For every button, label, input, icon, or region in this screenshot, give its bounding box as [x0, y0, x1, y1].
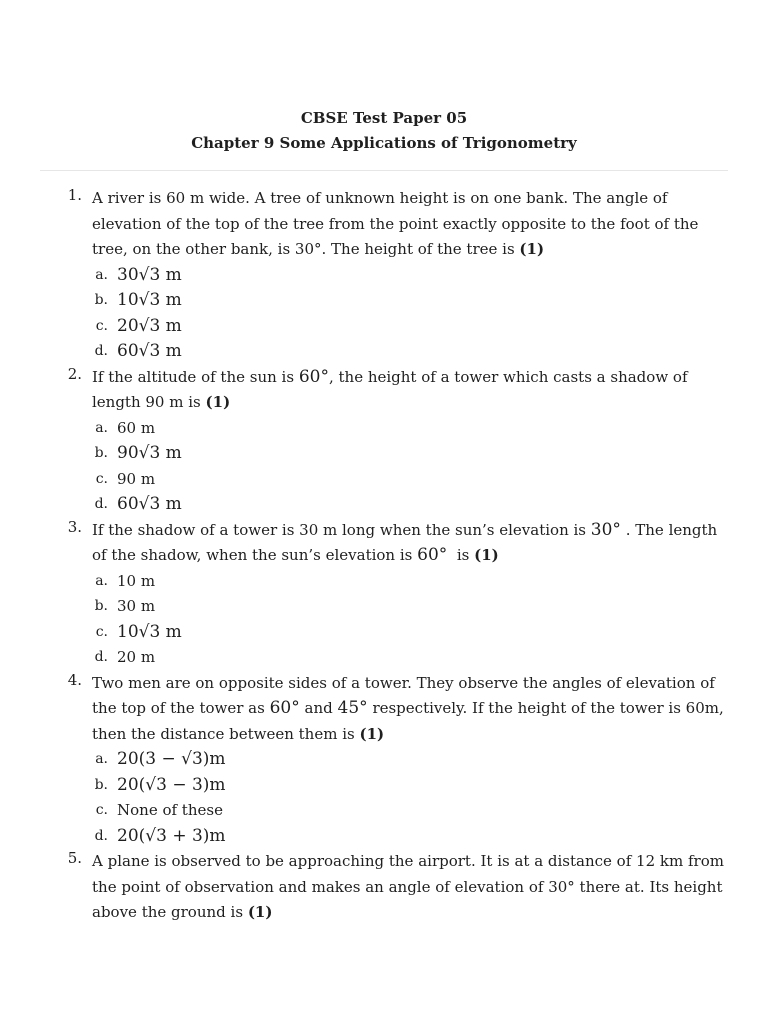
option-d — [0, 492, 768, 518]
option-value: 20(3 − √3)m — [117, 749, 226, 769]
option-value: 20 m — [117, 648, 156, 666]
option-value: None of these — [117, 801, 223, 819]
option-value: 90√3 m — [117, 443, 182, 463]
marks-label: (1) — [247, 903, 273, 921]
option-c — [0, 620, 768, 646]
angle-value: 60° — [298, 366, 329, 387]
option-label: a. — [95, 419, 108, 436]
option-label: b. — [94, 292, 108, 308]
option-value: 20(√3 − 3)m — [117, 774, 226, 795]
option-label: c. — [95, 470, 108, 487]
option-value: 60√3 m — [117, 494, 182, 514]
question-stem: respectively. If the height of the tower is 60m, then the distance between them is — [92, 699, 724, 743]
option-label: b. — [94, 776, 108, 793]
options-list — [0, 569, 768, 671]
question-stem: . The length of the shadow, when the sun’s elevation is — [92, 520, 718, 564]
marks-label: (1) — [205, 393, 231, 411]
option-c — [0, 314, 768, 340]
option-label: d. — [94, 496, 108, 512]
option-d — [0, 339, 768, 365]
option-value: 30 m — [117, 597, 156, 615]
option-value: 60√3 m — [117, 341, 182, 361]
option-c — [0, 798, 768, 824]
question-text — [92, 365, 728, 416]
angle-value: 60° — [417, 545, 448, 565]
option-label: d. — [94, 827, 108, 844]
marks-label: (1) — [359, 724, 385, 743]
question-stem: , the height of a tower which casts a shadow of length 90 m is — [92, 367, 688, 411]
option-value: 20(√3 + 3)m — [117, 825, 226, 846]
option-a — [0, 416, 768, 442]
paper-header — [0, 106, 768, 156]
question-text — [92, 671, 728, 748]
question-number: 5. — [67, 849, 82, 867]
option-a — [0, 569, 768, 595]
question-stem: A plane is observed to be approaching the airport. It is at a distance of 12 km from the point of observation and makes an angle of elevation of 30° there at. Its height above the ground is — [92, 852, 724, 921]
options-list — [0, 263, 768, 365]
option-label: c. — [95, 623, 108, 640]
question-stem: If the altitude of the sun is — [92, 367, 295, 386]
question-list — [0, 186, 768, 926]
option-value: 60 m — [117, 418, 156, 437]
marks-label: (1) — [474, 546, 499, 564]
option-label: c. — [95, 802, 108, 818]
question-stem: If the shadow of a tower is 30 m long when the sun’s elevation is — [92, 520, 587, 539]
question-stem: and — [304, 699, 333, 717]
angle-value: 60° — [269, 698, 300, 718]
question-5 — [0, 849, 768, 926]
question-stem: Two men are on opposite sides of a tower. They observe the angles of elevation of the top of the tower as — [92, 673, 715, 717]
option-b — [0, 594, 768, 620]
question-stem: A river is 60 m wide. A tree of unknown height is on one bank. The angle of elevation of the top of the tree from the point exactly opposite to the foot of the tree, on the other bank, is 30°. The height of the tree is — [92, 189, 699, 258]
question-text — [92, 518, 728, 569]
question-text — [92, 186, 728, 263]
option-label: a. — [95, 266, 108, 283]
option-label: b. — [94, 445, 108, 461]
question-1 — [0, 186, 768, 365]
option-value: 10√3 m — [117, 621, 182, 642]
option-d — [0, 645, 768, 671]
question-number: 4. — [67, 670, 82, 689]
question-number: 2. — [67, 364, 82, 383]
options-list — [0, 747, 768, 849]
option-label: a. — [95, 572, 108, 589]
question-2 — [0, 365, 768, 518]
question-stem: is — [456, 546, 470, 564]
option-label: b. — [94, 598, 108, 614]
option-a — [0, 747, 768, 773]
option-label: d. — [94, 649, 108, 665]
question-3 — [0, 518, 768, 671]
option-b — [0, 773, 768, 799]
question-number: 3. — [67, 517, 82, 536]
angle-value: 30° — [590, 519, 621, 540]
options-list — [0, 416, 768, 518]
option-value: 10√3 m — [117, 290, 182, 310]
marks-label: (1) — [519, 240, 545, 258]
option-label: c. — [95, 317, 108, 334]
option-value: 30√3 m — [117, 264, 182, 285]
question-text — [92, 849, 728, 926]
chapter-title: Chapter 9 Some Applications of Trigonometry — [191, 134, 577, 152]
question-number: 1. — [67, 186, 82, 204]
option-value: 20√3 m — [117, 315, 182, 336]
option-a — [0, 263, 768, 289]
option-value: 90 m — [117, 469, 156, 488]
angle-value: 45° — [337, 698, 368, 718]
option-d — [0, 824, 768, 850]
option-value: 10 m — [117, 571, 156, 590]
option-label: d. — [94, 343, 108, 359]
option-b — [0, 441, 768, 467]
paper-title: CBSE Test Paper 05 — [300, 109, 468, 127]
option-c — [0, 467, 768, 493]
option-b — [0, 288, 768, 314]
option-label: a. — [95, 751, 108, 767]
question-4 — [0, 671, 768, 850]
header-divider — [40, 170, 728, 171]
